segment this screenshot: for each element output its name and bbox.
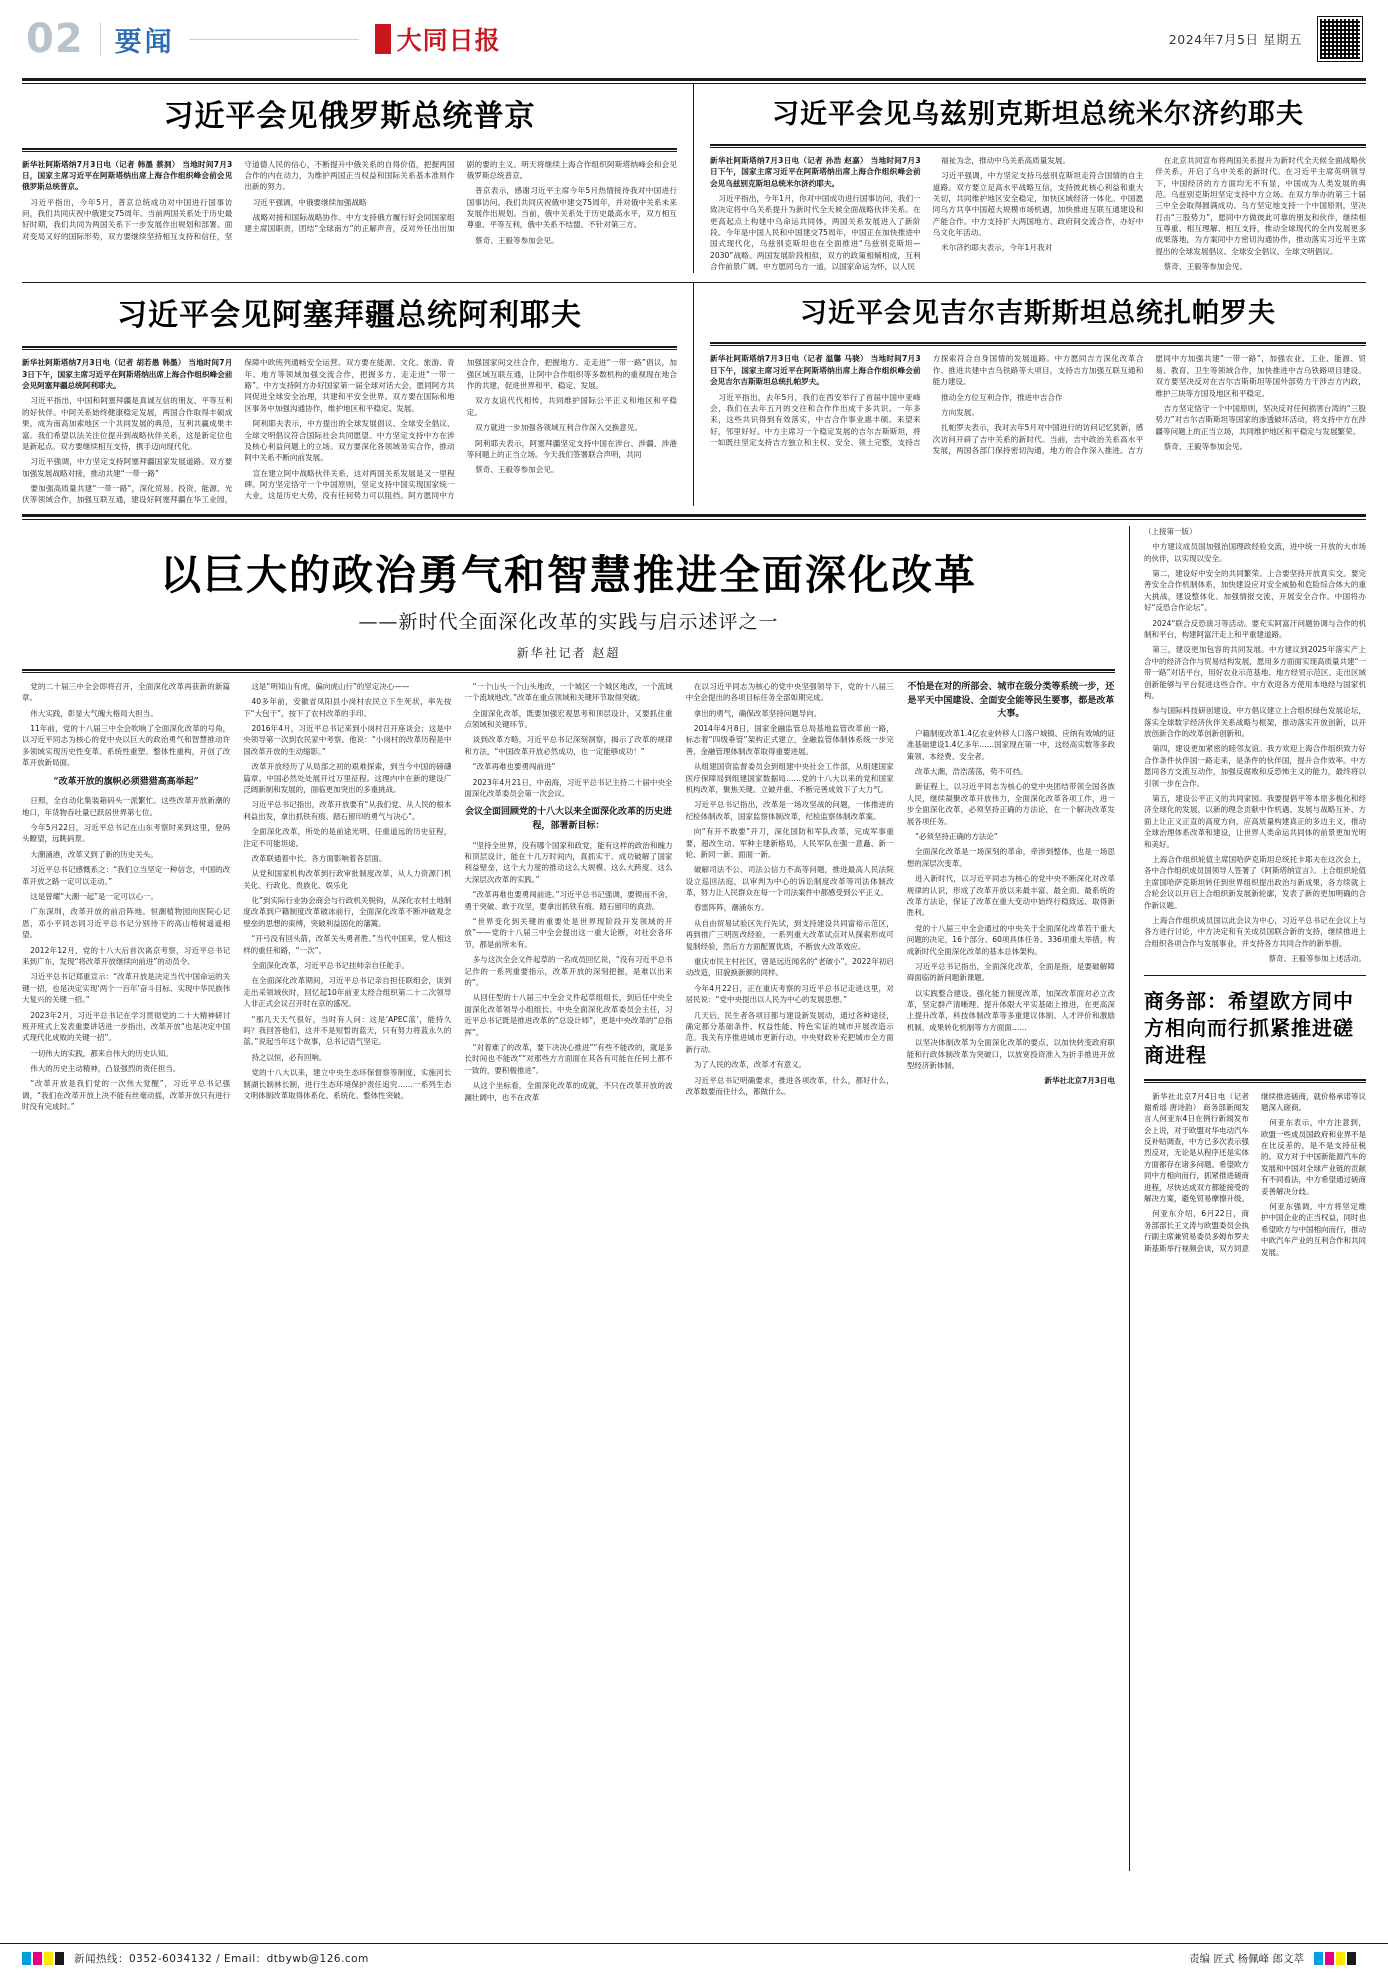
paragraph: 习近平总书记指出，改革是一场攻坚战的问题，一体推进的纪检体制改革，国家监察体制改革，纪检监察体制改革案。	[685, 800, 894, 821]
paragraph: 大潮涌港，改革又到了新的历史关头。	[30, 849, 158, 859]
paragraph: 习近平指出，今年5月，普京总统成功对中国进行国事访问，我们共同庆祝中俄建交75周年。当前两国关系处于历史最好时期，我们共同为两国关系下一步发展作出规划和部署。面对变局又好的国际形势，双方要继续坚持相互支持和信任，坚守道德人民的信心，不断提升中俄关系的自得价值，把握两国合作的内在动力，为维护两国正当权益和国际关系基本准则作出新的努力。	[22, 159, 455, 241]
section-subhead: “改革开放的旗帜必须猎猎高高举起”	[53, 776, 199, 787]
paragraph: 破解司法不公、司法公信力不高等问题，推进最高人民法院设立巡回法庭，以审判为中心的诉讼制度改革等司法体制改革，努力让人民群众在每一个司法案件中都感受到公平正义。	[685, 865, 894, 898]
paragraph: 党的二十届三中全会即将召开，全面深化改革再获新的新篇章。	[22, 681, 231, 703]
paragraph: 以实践整合建设、强化能力制度改革，加深改革面对必立改革，坚定群产清晰理、提升体限大平实基础上推进，在更高深上提升改革，科技体制改革等多重建议体制、人才评价和激励机制、成果转化机制等方方面面……	[906, 988, 1115, 1032]
article-xi-mirziyoyev	[694, 84, 1366, 273]
paragraph: 第五，建设公平正义的共同家园。我要提倡平等本原多极化和经济全球化的发展，以新的理念贡献中作机遇、发展与战略互补、方面上让正义正直的高度方向，应高质量构建真正的多边主义，推动全球治理体系改革和建设，让世界人类命运共同体的前景更加光明和美好。	[1144, 794, 1366, 849]
paragraph: “必须坚持正确的方法论”	[915, 831, 998, 841]
paragraph: “改革再难也要勇闯前进”	[472, 762, 556, 772]
signoff: 蔡奇、王毅等参加上述活动。	[1268, 954, 1366, 964]
paragraph: 阿利耶夫表示，中方提出的全球发展倡议、全球安全倡议、全球文明倡议符合国际社会共同愿望。中方坚定支持中方在涉及核心利益问题上的立场。双方要深化各领域务实合作，推动阿中关系不断向前发展。	[244, 419, 455, 463]
feature-rule	[22, 669, 1115, 673]
dateline: 新华社阿斯塔纳7月3日电（记者 孙浩 赵嘉） 当地时间7月3日下午，国家主席习近平在阿斯塔纳出席上海合作组织峰会前会见乌兹别克斯坦总统米尔济约耶夫。	[710, 155, 921, 188]
headline-rule	[710, 144, 1366, 148]
paragraph: 40多年前，安徽省凤阳县小岗村农民立下生死状，率先按下“大包干”，按下了农村改革的手印。	[243, 697, 452, 718]
paragraph: 今年4月22日，正在重庆考察的习近平总书记走进这里，对居民说：“党中央提出以人民为中心的发展思想。”	[685, 983, 894, 1005]
footer-right	[1189, 1951, 1366, 1966]
feature-dateline-end: 新华社北京7月3日电	[1044, 1076, 1115, 1086]
paragraph: 党的十八大以来，建立中央生态环保督察等制度，实施河长制湖长制林长制，进行生态环境保护责任追究……一系列生态文明体制改革取得体系化、系统化、整体性突破。	[243, 1068, 452, 1100]
paragraph: 改革联通着中长、各方面影响着各层面。	[251, 853, 387, 863]
paragraph: 从党和国家机构改革到行政审批制度改革，从人力资源门机关化、行政化、贵族化、娱乐化	[243, 869, 452, 890]
feature-byline: 新华社记者 赵超	[516, 645, 621, 660]
paragraph: 第二，建设好中安全的共同繁荣。上合要坚持开放真实交。要完善安全合作机制体系，加快建设应对安全威胁和危险综合体大的重大挑战，建设整体化、加强情报交流，开展安全合作。中国将办好“反恐合作论坛”。	[1144, 569, 1366, 613]
paragraph: 一切伟大的实践，都来自伟大的历史认知。	[30, 1048, 173, 1058]
paragraph: 扎帕罗夫表示，我对去年5月对中国进行的访问记忆犹新，感次访问开辟了吉中关系的新时代。当前，吉中政治关系高水平发展，两国各部门保持密切沟通，地方的合作深入推进。吉方愿同中方加强共建“一带一路”，加强农业、工业、能源、贸易、教育、卫生等领域合作，加快推进中吉乌铁路项目建设。双方要坚决反对在吉尔吉斯斯坦等国外部势力干涉吉方内政，维护三块等方国及地区和平稳定。	[932, 354, 1366, 456]
paragraph: 多与这次全会文件起草的一名成员回忆说，“没有习近平总书记作的一系列重要指示，改革开放的深刻把握，是难以出来的”。	[464, 955, 673, 987]
section-subhead: 会议全面回顾党的十八大以来全面深化改革的历史进程，部署新目标：	[464, 807, 672, 832]
paragraph: 战略对接和国际战略协作。中方支持俄方履行好会同国家组建主席国职责，团结“全球南方”的正解声音，反对外任出出加剧的要的主义。明天将继续上海合作组织阿斯塔纳峰会和会见俄罗斯总统普京。	[244, 159, 677, 234]
top-articles-zone	[0, 84, 1388, 506]
paragraph: 2012年12月，党的十八大后首次离京考察，习近平总书记来到广东，发现“将改革开放继续向前进”的动员令。	[22, 945, 231, 966]
paragraph: 2014年4月8日，国家金融监管总局基地监管改革前一路，标志着“四级垂管”架构正式建立，金融监管体制体系统一步完善，金融管理体制改革取得重要进展。	[685, 724, 894, 756]
paragraph: 11年前，党的十八届三中全会吹响了全面深化改革的号角，以习近平同志为核心的党中央以巨大的政治勇气和智慧推动许多领域实现历史性变革、系统性重塑、整体性重构，开创了改革开放新局面。	[22, 724, 231, 768]
article-headline: 习近平会见乌兹别克斯坦总统米尔济约耶夫	[772, 99, 1304, 130]
paragraph: 何亚东强调，中方将坚定维护中国企业的正当权益，同时也希望欧方与中国相向而行，推动中欧汽车产业的互利合作和共同发展。	[1261, 1202, 1366, 1257]
paper-logo	[367, 19, 509, 59]
masthead-rule	[189, 39, 359, 40]
headline-rule	[22, 346, 677, 350]
signoff: 蔡奇、王毅等参加会见。	[475, 465, 559, 475]
paragraph: 推动全方位互利合作，推进中吉合作	[941, 392, 1063, 402]
paragraph: 日照，全自动化集装箱码头一派繁忙。这些改革开放新潮的地口，年货物吞吐量已跃居世界第七位。	[22, 796, 231, 817]
signoff: 蔡奇、王毅等参加会见。	[475, 235, 559, 245]
feature-headline: 以巨大的政治勇气和智慧推进全面深化改革	[160, 550, 977, 599]
dateline: 新华社阿斯塔纳7月3日电（记者 胡若愚 韩墨） 当地时间7月3日下午，国家主席习近平在阿斯塔纳出席上海合作组织峰会前会见阿塞拜疆总统阿利耶夫。	[22, 358, 233, 390]
paper-name: 大同日报	[396, 26, 501, 55]
paragraph: 进入新时代，以习近平同志为核心的党中央不断深化对改革规律的认识，形成了改革开放以来最丰富、最全面、最系统的改革方法论，保证了改革在重大变动中始终行稳致远、取得新胜利。	[906, 874, 1115, 918]
paragraph: 阿利耶夫表示，阿塞拜疆坚定支持中国在涉台、涉疆、涉港等问题上的正当立场。今天我们签署联合声明，共同	[466, 438, 677, 459]
article-body	[710, 353, 1366, 456]
paragraph: “世界变化到关键的重要处是世界现阶段开发领域的开放”——党的十八届三中全会提出这一重大论断，对社会各环节，都是前所未有。	[464, 917, 673, 949]
paragraph: 今年5月22日，习近平总书记在山东考察时来到这里，登码头瞭望，远眺码景。	[22, 823, 231, 844]
paragraph: 习近平指出，中国和阿塞拜疆是真诚互信的朋友、平等互利的好伙伴。中阿关系始终健康稳定发展，两国合作取得丰硕成果，成为南高加索地区一个共同发展的典范，互利共赢成果丰富。我们希望以法关注位提升到战略伙伴关系，这是新定位也是新起点。双方要继续相互支持，携手迈向现代化。	[22, 396, 233, 451]
paragraph: 2023年2月，习近平总书记在学习贯彻党的二十大精神研讨班开班式上发表重要讲话进一步指出，改革开放“也是决定中国式现代化成败的关键一招”。	[22, 1010, 231, 1043]
paragraph: 2023年4月21日，中南海，习近平总书记主持二十届中央全面深化改革委员会第一次会议。	[464, 777, 673, 798]
paragraph: “坚持全世界，没有哪个国家和政党，能有这样的政治和魄力和顶层设计，能在十几万时间内，真抓实干、成功破解了国家利益壁垒，这个大力度的推动这么大规模、这么大跨度、这么大深层次改革的实践。”	[464, 840, 673, 884]
section-subhead: 不怕是在对的所部会、城市在级分类等系统一步，还是平天中国建设、全面安全能等民生要事，都是改革大事。	[907, 681, 1115, 720]
paragraph: 从这个坐标看，全面深化改革的成就，不只在改革开放的波澜壮阔中，也不在改革	[464, 1081, 673, 1102]
paragraph: 习近平指出，去年5月，我们在西安举行了首届中国中亚峰会，我们在去年五月的交往和合作作出成千多共识。一年多来，这些共识得到有效落实，中吉合作事业惠丰硕。来望来好，邻里好好。中方主席习一个稳定发展的吉尔吉斯斯坦，将一如既往坚定支持吉方独立和主权、安全、领土完整，支持吉方探索符合自身国情的发展道路。中方愿同吉方深化改革合作、推进共建中吉乌铁路等大项目，支持吉方加强互联互通和能力建设。	[710, 354, 1144, 448]
paragraph: 习近平指出，今年1月，你对中国成功进行国事访问，我们一致决定将中乌关系提升为新时代全天候全面战略伙伴关系。在更高起点上构建中乌命运共同体，两国关系发展进入了新阶段。今年是中国人民和中国建交75周年，中国正在加快推进中国式现代化，乌兹别克斯坦也在全面推进“乌兹别克斯坦—2030”战略。两国发展阶段相似，双方的政策相辅相成，互利合作前景广阔。中方愿同乌方一道，以国家命运为怀，以人民	[710, 193, 921, 272]
article-headline: 习近平会见阿塞拜疆总统阿利耶夫	[117, 297, 582, 333]
paragraph: 改革大潮，浩浩荡荡，势不可挡。	[915, 767, 1028, 777]
feature-article	[22, 526, 1130, 1871]
paragraph: 习近平总书记明确要求，推进各项改革，什么，都好什么，改革数要而往什么，都做什么。	[685, 1075, 894, 1096]
section-title: 要闻	[114, 26, 175, 58]
paragraph: 党的十八届三中全会通过的中央关于全面深化改革若干重大问题的决定，16个部分、60项具体任务、336项重大举措，构成新时代全面深化改革的基本总体架构。	[906, 923, 1115, 956]
paragraph: 第四，建设更加紧密的睦邻友谊。我方欢迎上海合作组织致力好合作条件伙伴国一路走来，是条件的伙伴国，提升合作效率。中方愿同各方交流互动作，加强反腐败和反恐怖主义的能力，最终将以引领一步在合作。	[1144, 744, 1366, 788]
paragraph: 参与国际科技研创建设。中方倡议建立上合组织绿色发展论坛，落实全球数字经济伙伴关系战略与框架，推动落实开放创新，以开放创新合作的改革创新创新和。	[1144, 706, 1366, 739]
paragraph: 持之以恒，必有回响。	[251, 1052, 327, 1062]
paragraph: 从自由贸易试验区先行先试，到支持建设共同富裕示范区，再到推广三明医改经验，一系列重大改革试点对从探索形成可复制经验，然后方方面配置优质，不断放大改革效应。	[685, 918, 894, 951]
paragraph: 要加强高质量共建“一带一路”，深化贸易、投资、能源、光伏等领域合作，加强互联互通，建设好阿塞拜疆在华工业园，保障中欧班列通畅安全运营。双方要在能源、文化、旅游、青年、地方等领域加强交流合作，把握多方、走走进“一带一路”。中方支持阿方办好国家第一届全球对话大会，愿同阿方共同促进全球安全治理，共建和平安全世界。双方要在国际和地区事务中加强沟通协作，维护地区和平稳定、发展。	[22, 358, 455, 505]
paragraph: “开弓没有回头箭，改革关头勇者胜。”当代中国来，党人相这样的重任和路，“一次”。	[243, 934, 452, 955]
paragraph: 米尔济约耶夫表示，今年1月我对	[941, 243, 1053, 253]
color-registration-bars-left	[22, 1952, 64, 1965]
paragraph: 习近平总书记指出，改革开放要有“从我们党、从人民的根本利益出发，拿出抓铁有痕、踏石留印的勇气与决心”。	[243, 800, 452, 821]
mid-rule-thin	[22, 519, 1366, 520]
paragraph: 在北京共同宣布将两国关系提升为新时代全天候全面战略伙伴关系，开启了乌中关系的新时代。在习近平主席英明领导下，中国经济的方方面均无不有显，中国成为人类发展的典范。乌兹别克斯坦坚定支持中方立场。在双方举办的第三十届三中全会取得圆满成功。乌方坚定地支持一个中国原则，坚决打击“三股势力”，愿同中方做彼此可靠的朋友和伙伴，继续相互尊重、相互理解、相互支持，推动全球现代的全内发展更多成果落地，为方案同中方密切沟通协作，推动落实习近平主席提出的全球发展倡议、全球安全倡议、全球文明倡议。	[1155, 155, 1366, 256]
paragraph: 方向发展。	[941, 407, 979, 417]
paragraph: 2024“联合反恐演习等活动。要充实阿富汗问题协调与合作的机制和平台，构建阿富汗走上和平重建道路。	[1144, 618, 1366, 639]
headline-rule	[22, 148, 677, 152]
paragraph: 全面深化改革，既要加强宏观思考和顶层设计，又要抓住重点领域和关键环节。	[464, 708, 673, 730]
logo-mark-icon	[375, 24, 391, 54]
paragraph: 为了人民的改革，改革才有意义。	[693, 1060, 807, 1070]
paragraph: 拿出的勇气，确保改革坚持问题导向。	[693, 708, 822, 718]
paragraph: 从回任型的十八届三中全会文件起草组组长，到后任中央全面深化改革领导小组组长、中央全面深化改革委员会主任，习近平总书记既是推进改革的“总设计师”，更是中央改革的“总指挥”。	[464, 993, 673, 1037]
feature-body	[22, 681, 1115, 1871]
paragraph: 全面深化改革，所处的是前途光明、任重道远的历史征程，注定不可能坦途。	[243, 827, 452, 848]
paragraph: 何亚东表示，中方注意到，欧盟一些成员国政府和业界不是在比反差的，是不是支持征税的。双方对于中国新能源汽车的发展和中国对全球产业链的贡献有不同看法，中方希望通过磋商妥善解决分歧。	[1261, 1118, 1366, 1196]
side-headline-rule	[1144, 1079, 1366, 1083]
paragraph: 习近平强调，中方坚定支持阿塞拜疆国家发展道路。双方要加强发展战略对接，推动共建“一带一路”	[22, 457, 233, 478]
footer-hotline: 新闻热线：0352-6034132 / Email：dtbywb@126.com	[74, 1953, 369, 1965]
paragraph: 习近平强调，中俄要继续加强战略	[252, 197, 367, 207]
paragraph: 习近平总书记郑重宣示：“改革开放是决定当代中国命运的关键一招，也是决定实现‘两个一百年’奋斗目标、实现中华民族伟大复兴的关键一招。”	[22, 972, 231, 1005]
page-number: 02	[26, 16, 84, 62]
masthead	[0, 0, 1388, 78]
article-xi-japarov	[694, 283, 1366, 506]
paragraph: 习近平总书记感慨系之：“我们立当坚定一种信念，中国的改革开放之路一定可以走动。”	[22, 865, 231, 886]
side-article-body	[1144, 1091, 1366, 1258]
masthead-right	[1169, 17, 1362, 61]
paragraph: 在以习近平同志为核心的党中央坚强领导下，党的十八届三中全会提出的各项目标任务全部如期完成。	[685, 681, 894, 703]
issue-date: 2024年7月5日 星期五	[1168, 32, 1302, 47]
paragraph: 重庆市民主村社区，曾是远近闻名的“老破小”，2022年初启动改造，旧貌换新颜的同样。	[685, 957, 894, 978]
paragraph: 谈到改革方略，习近平总书记深刻洞察，揭示了改革的规律和方法，“中国改革开放必然成功，也一定能够成功！”	[464, 735, 673, 756]
paragraph: “改革再难也要勇闯前进。”习近平总书记强调，要锲而不舍，勇于突破、敢于攻坚，要拿出抓铁有痕、踏石留印的真劲。	[464, 890, 673, 911]
right-rail	[1130, 526, 1366, 1871]
paragraph: 在全面深化改革期间，习近平总书记亲自担任联组会，谈到走出采领域伙时，回忆起10年前亚太经合组织第二十二次领导人非正式会议召开时在京的盛况。	[243, 976, 452, 1009]
paragraph: 吉方坚定恪守一个中国原则，坚决反对任何损害台湾的“三股势力”对吉尔吉斯斯坦等国家的渗透破坏活动，将支持中方在涉疆等问题上的正当立场，共同维护地区和平稳定与发展繁荣。	[1155, 403, 1366, 436]
article-body	[22, 357, 677, 506]
main-feature-zone	[0, 526, 1388, 1871]
qr-code-icon[interactable]	[1318, 17, 1362, 61]
paragraph: 双方友谊代代相传，共同维护国际公平正义和地区和平稳定。	[466, 396, 677, 417]
paragraph: 广东深圳，改革开放的前沿阵地。恒潮植物园向医院心记恩，邓小平同志同习近平总书记分别待下的高山榕树遥遥相望。	[22, 907, 231, 940]
paragraph: 全面深化改革是一场深刻的革命，牵涉到整体，也是一场思想的深层次变革。	[906, 847, 1115, 868]
paragraph: 第三，建设更加包容的共同发展。中方建议到2025年落实产上合中的经济合作与贸易结构发展，愿用多方面面实现高质量共建“一带一路”对话平台，用好农业示范基地、地方经贸示范区、走出区域创新能够与平台促进这些合作。中方欢迎各方使用本地经与国家机构。	[1144, 645, 1366, 700]
paragraph: 宣在建立阿中战略伙伴关系，这对两国关系发展是又一里程碑。阿方坚定恪守一个中国原则，坚定支持中国实现国家统一大业，这是历史大势，没有任何势力可以阻挡。阿方愿同中方加强国家间交往合作，把握地方、走走进“一带一路”倡议，加强区域互联互通，让阿中合作组织等多数机构的重视现在地合作的共建，促进世界和平、稳定、发展。	[244, 358, 677, 501]
paragraph: “那几天天气很好，当时有人问：这是‘APEC蓝’，能持久吗？我回答他们，这并不是短暂的蓝天，只有努力将蓝永久的蓝。”说起当年这个故事，总书记语气坚定。	[243, 1014, 452, 1047]
paragraph: 伟大的历史主动精神，凸显强烈的责任担当。	[30, 1064, 181, 1074]
article-xi-aliyev	[22, 283, 694, 506]
paragraph: 中方建议成员国加强治国理政经验交流，进中统一开放的大市场的伙伴，以实现以安全。	[1144, 542, 1366, 563]
paragraph: “对着难了的改革，要下决决心推进”“有些不能改的，就是多长时间也不能改”“对那些方方面面在其各有可能在任何上都不一致的，要积极推进”。	[464, 1042, 673, 1075]
paragraph: 这是“明知山有虎，偏向虎山行”的坚定决心——	[251, 681, 410, 691]
paragraph: 这是曾耀“大潮一起”是一定可以心一。	[30, 891, 159, 901]
paragraph: 福祉为念，推动中乌关系高质量发展。	[941, 155, 1071, 165]
dateline: 新华社阿斯塔纳7月3日电（记者 温馨 马骁） 当地时间7月3日下午，国家主席习近平在阿斯塔纳出席上海合作组织峰会前会见吉尔吉斯斯坦总统扎帕罗夫。	[710, 354, 921, 387]
page-footer	[0, 1943, 1388, 1973]
paragraph: 改革开放经历了从局部之初的艰难探索，到当今中国的磅礴篇章。中国必然处处展开过万里征程。这理内中在新的建设广泛阔新制和发展的，面临更加突出的多重挑战。	[243, 762, 452, 794]
article-headline: 习近平会见吉尔吉斯斯坦总统扎帕罗夫	[800, 297, 1276, 329]
paragraph: “一个山头一个山头地改，一个城区一个城区地改，一个流域一个流域地改。”改革在重点领域和关键环节取得突破。	[464, 681, 673, 703]
side-article-headline: 商务部：希望欧方同中方相向而行抓紧推进磋商进程	[1144, 988, 1354, 1067]
paragraph: 全面深化改革，习近平总书记挂帅亲自任舵手。	[251, 961, 409, 971]
paragraph: 伟大实践，彰显大气魄大格局大担当。	[30, 708, 158, 718]
article-xi-putin	[22, 84, 694, 273]
article-headline: 习近平会见俄罗斯总统普京	[163, 99, 536, 134]
paragraph: 上海合作组织轮值主席国哈萨克斯坦总统托卡耶夫在这次会上，各中合作组织成员国领导人签署了《阿斯塔纳宣言》。上合组织轮值主席国哈萨克斯坦转任到世界组织提出政治与新成果，各方续就上合轮会议以开启上合组织新发展新轮廓，发表了新的更加明确的合作新议题。	[1144, 855, 1366, 910]
paragraph: 春雷阵阵，潮涌东方。	[693, 903, 769, 913]
masthead-divider	[100, 22, 101, 56]
paragraph: 双方就进一步加强各领域互利合作深入交换意见。	[475, 423, 643, 433]
dateline: 新华社阿斯塔纳7月3日电（记者 韩墨 蔡洞） 当地时间7月3日，国家主席习近平在阿斯塔纳出席上海合作组织峰会前会见俄罗斯总统普京。	[22, 159, 233, 192]
paragraph: 新征程上，以习近平同志为核心的党中央团结带领全国各族人民，继续凝聚改革开放伟力，全面深化改革各项工作，进一步全面深化改革，必须坚持正确的方法论，在一个解决改革发展各项任务。	[906, 782, 1115, 826]
signoff: 蔡奇、王毅等参加会见。	[1163, 262, 1248, 272]
dateline: 新华社北京7月4日电（记者 谢希瑶 唐诗韵） 商务部新闻发言人何亚东4日在例行新闻发布会上说，对于欧盟对华电动汽车反补贴调查，中方已多次表示强烈反对，无论是从程序还是实体方面都存在诸多问题。希望欧方同中方相向而行，抓紧推进磋商进程，尽快达成双方都能接受的解决方案，避免贸易摩擦升级。	[1144, 1091, 1249, 1204]
paragraph: 2016年4月，习近平总书记来到小岗村召开座谈会；这是中央领导第一次到农民家中考察。他说：“小岗村的改革历程是中国改革开放的生动缩影。”	[243, 724, 452, 756]
paragraph: 几天后，民生者各项目都与建设新发展动，通过各种途径，确定都分基础条件、权益性能、特色实证的城市开展改造示范。我关有序推进城市更新行动，中央财政补充把城市全方面新行动。	[685, 1010, 894, 1054]
continuation-article	[1144, 526, 1366, 965]
paragraph: 习近平总书记指出，全面深化改革，全面是指，是要破解障碍面临的新问题新课题。	[906, 961, 1115, 983]
article-body	[710, 155, 1366, 273]
continued-from-label: （上接第一版）	[1144, 526, 1197, 536]
feature-subheadline: ——新时代全面深化改革的实践与启示述评之一	[358, 610, 779, 633]
top-articles-row-2	[22, 283, 1366, 506]
color-registration-bars-right	[1314, 1952, 1356, 1965]
paragraph: 普京表示，感谢习近平主席今年5月热情接待我对中国进行国事访问。我们共同庆祝俄中建交75周年，并对俄中关系未来发展作出规划。当前，俄中关系处于历史最高水平，双方相互尊重、平等互利，俄中关系不结盟、不针对第三方。	[466, 186, 677, 230]
paragraph: “改革开放是我们党的一次伟大觉醒”，习近平总书记强调，“我们在改革开放上决不能有丝毫动摇，改革开放只有进行时没有完成时。”	[22, 1079, 231, 1112]
top-articles-row-1	[22, 84, 1366, 273]
paragraph: 上海合作组织成员国以此会议为中心，习近平总书记在会议上与各方进行讨论，中方决定和有关成员国联合新的支持，继续推进上合组织各项合作与发展事业，并支持各方共同合作的新举措。	[1144, 915, 1366, 948]
paragraph: 习近平强调，中方坚定支持乌兹别克斯坦走符合国情的自主道路。双方要立足高水平战略互信，支持彼此核心利益和重大关切，共同维护地区安全稳定，加快区域经济一体化。中国愿同乌方共享中国超大规模市场机遇，加快推进互联互通建设和产能合作。中方支持扩大两国地方、政府间交流合作，办好中乌文化年活动。	[932, 171, 1144, 238]
headline-rule	[710, 342, 1366, 346]
footer-editors: 责编 匠式 杨佩峰 郎文萃	[1188, 1953, 1304, 1965]
paragraph: 化”到实际行业协会商会与行政机关脱钩，从深化农村土地制度改革到户籍制度改革破冰前行，全面深化改革不断冲破观念壁垒的思想的束缚，突破利益固化的藩篱。	[243, 896, 452, 928]
paragraph: 从组建国资监督委员会到组建中央社会工作部，从组建国家医疗保障局到组建国家数据局……党的十八大以来的党和国家机构改革，聚焦关键、立破并重、不断完善成效下了大力气。	[685, 762, 894, 794]
paragraph: 户籍制度改革1.4亿农业转移人口落户城镇、应纳有效城的证准基础建设1.4亿多年……国家现在第一中，这经高实数等多政策领、本经费、安全者。	[906, 728, 1115, 761]
paragraph: 何亚东介绍，6月22日，商务部部长王文涛与欧盟委员会执行副主席兼贸易委员多姆布罗夫斯基斯举行视频会谈，双方同意继续推进磋商，就价格承诺等议题深入磋商。	[1144, 1091, 1366, 1253]
paragraph: 以坚决体制改革为全面深化改革的要点，以加快转变政府职能和行政体制改革为突破口，以放宽投资准入为折手推进开放型经济新体制。	[906, 1038, 1115, 1071]
paragraph: 向“有开不敢要”开刀，深化国防和军队改革，完成军事重要，超改生动、军种主建新格局，人民军队在强一意矗、新一轮、新同一新、面面一新。	[685, 827, 894, 859]
signoff: 蔡奇、王毅等参加会见。	[1163, 442, 1248, 452]
article-body	[22, 159, 677, 247]
